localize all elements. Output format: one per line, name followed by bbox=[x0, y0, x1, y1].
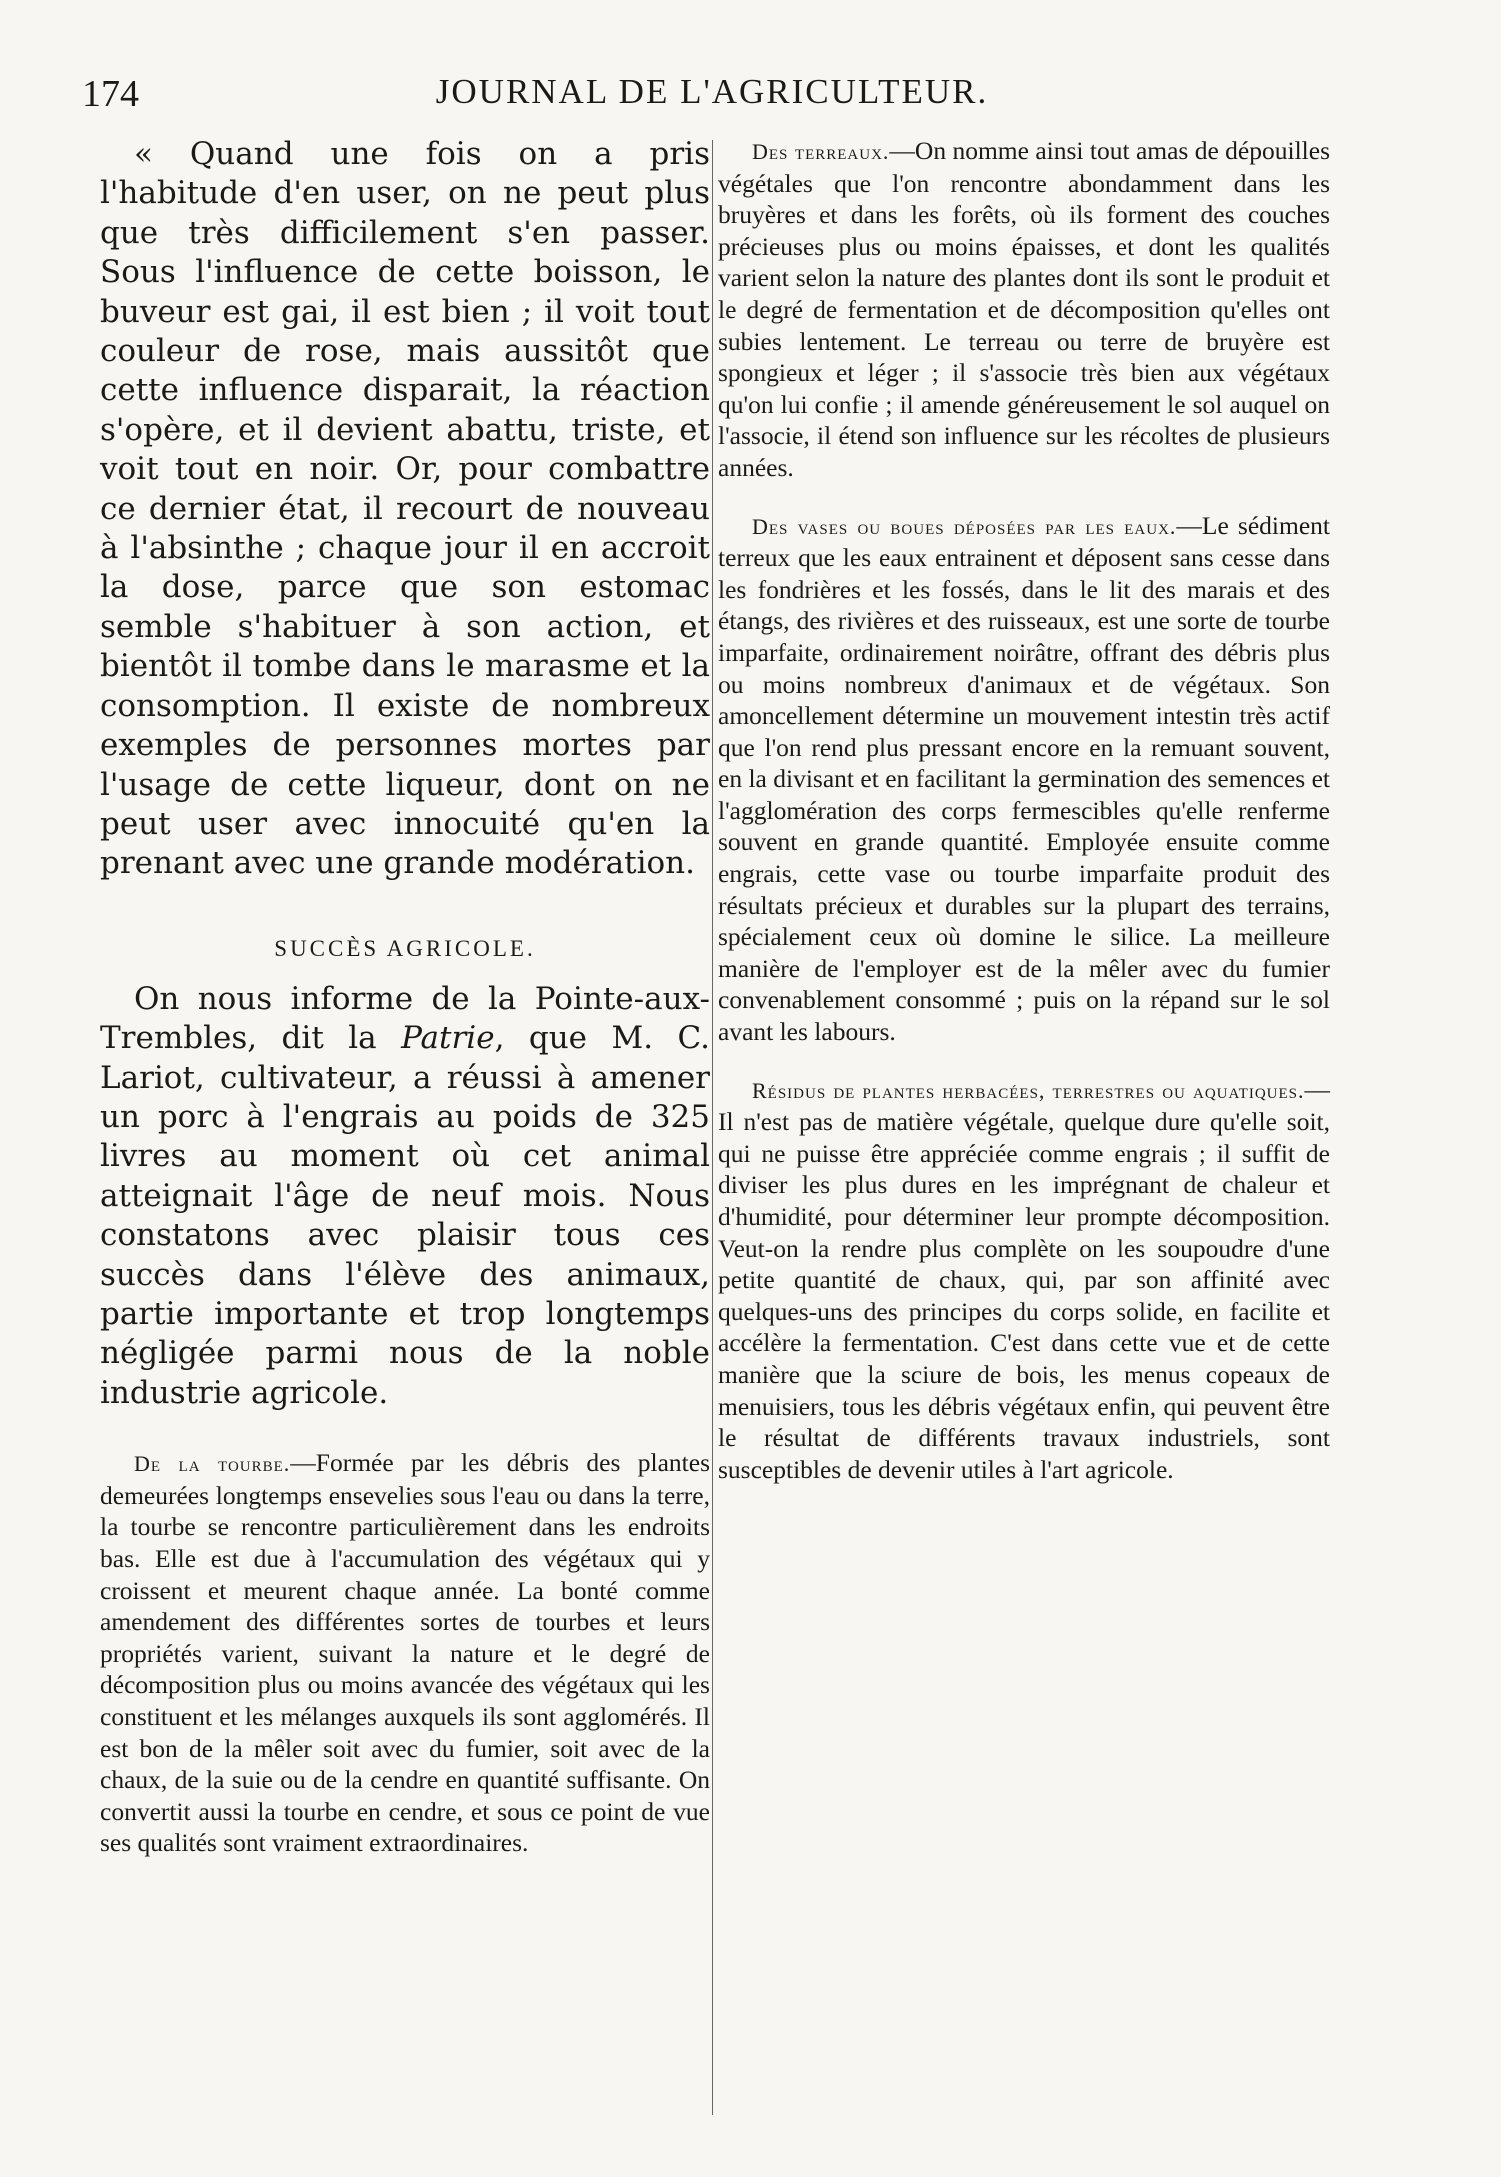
terreaux-body: —On nomme ainsi tout amas de dépouilles végétales que l'on rencontre abondamment dans les bruyères et dans les forêts, où ils forment des couches précieuses plus ou moins épaisses, et dont les qualités varient selon la nature des plantes dont ils sont le produit et le degré de fermentation et de décomposition qu'elles ont subies lentement. Le terreau ou terre de bruyère est spongieux et léger ; il s'associe très bien aux végétaux qu'on lui confie ; il amende généreusement le sol auquel on l'associe, il étend son influence sur les récoltes de plusieurs années. bbox=[718, 136, 1330, 482]
vases-paragraph bbox=[718, 510, 1330, 1048]
section-heading: SUCCÈS AGRICOLE. bbox=[274, 935, 536, 961]
running-head: JOURNAL DE L'AGRICULTEUR. bbox=[435, 72, 989, 111]
tourbe-title: De la tourbe. bbox=[134, 1451, 291, 1477]
succes-paragraph bbox=[100, 980, 710, 1413]
succes-intro: On nous informe de la Pointe-aux-Trembles, dit la bbox=[100, 980, 710, 1057]
residus-paragraph bbox=[718, 1074, 1330, 1486]
vases-title: Des vases ou boues déposées par les eaux. bbox=[752, 513, 1177, 539]
residus-body: —Il n'est pas de matière végétale, quelque dure qu'elle soit, qui ne puisse être appréciée comme engrais ; il suffit de diviser les plus dures en les imprégnant de chaleur et d'humidité, pour déterminer leur prompte décomposition. Veut-on la rendre plus complète on les soupoudre d'une petite quantité de chaux, qui, par son affinité avec quelques-uns des principes du corps solide, en facilite et accélère la fermentation. C'est dans cette vue et de cette manière que la sciure de bois, les menus copeaux de menuisiers, tous les débris végétaux enfin, qui peuvent être le résultat de différents travaux industriels, sont susceptibles de devenir utiles à l'art agricole. bbox=[718, 1074, 1330, 1484]
left-column bbox=[100, 135, 710, 2117]
page-number: 174 bbox=[82, 73, 139, 115]
succes-source: Patrie bbox=[401, 1020, 495, 1057]
absinthe-paragraph: « Quand une fois on a pris l'habitude d'en user, on ne peut plus que très difficilement s'en passer. Sous l'influence de cette boisson, le buveur est gai, il est bien ; il voit tout couleur de rose, mais aussitôt que cette influence disparait, la réaction s'opère, et il devient abattu, triste, et voit tout en noir. Or, pour combattre ce dernier état, il recourt de nouveau à l'absinthe ; chaque jour il en accroit la dose, parce que son estomac semble s'habituer à son action, et bientôt il tombe dans le marasme et la consomption. Il existe de nombreux exemples de personnes mortes par l'usage de cette liqueur, dont on ne peut user avec innocuité qu'en la prenant avec une grande modération. bbox=[100, 136, 710, 882]
column-rule bbox=[712, 140, 713, 2115]
terreaux-title: Des terreaux. bbox=[752, 139, 890, 164]
tourbe-body: —Formée par les débris des plantes demeurées longtemps ensevelies sous l'eau ou dans la terre, la tourbe se rencontre particulièrement dans les endroits bas. Elle est due à l'accumulation des végétaux qui y croissent et meurent chaque année. La bonté comme amendement des différentes sortes de tourbes et leurs propriétés varient, suivant la nature et le degré de décomposition plus ou moins avancée des végétaux qui les constituent et les mélanges auxquels ils sont agglomérés. Il est bon de la mêler soit avec du fumier, soit avec de la chaux, de la suie ou de la cendre en quantité suffisante. On convertit aussi la tourbe en cendre, et sous ce point de vue ses qualités sont vraiment extraordinaires. bbox=[100, 1448, 710, 1858]
residus-title: Résidus de plantes herbacées, terrestres ou aquatiques. bbox=[752, 1077, 1305, 1103]
terreaux-paragraph bbox=[718, 135, 1330, 484]
succes-body: , que M. C. Lariot, cultivateur, a réussi à amener un porc à l'engrais au poids de 325 livres au moment où cet animal atteignait l'âge de neuf mois. Nous constatons avec plaisir tous ces succès dans l'élève des animaux, partie importante et trop longtemps négligée parmi nous de la noble industrie agricole. bbox=[100, 1020, 710, 1411]
tourbe-paragraph bbox=[100, 1447, 710, 1859]
right-column bbox=[718, 135, 1330, 2117]
page-header bbox=[82, 68, 1342, 120]
vases-body: —Le sédiment terreux que les eaux entrainent et déposent sans cesse dans les fondrières et les fossés, dans le lit des marais et des étangs, des rivières et des ruisseaux, est une sorte de tourbe imparfaite, ordinairement noirâtre, offrant des débris plus ou moins nombreux d'animaux et de végétaux. Son amoncellement détermine un mouvement intestin très actif que l'on rend plus pressant encore en la remuant souvent, en la divisant et en facilitant la germination des semences et l'agglomération des corps fermescibles qu'elle renferme souvent en grande quantité. Employée ensuite comme engrais, cette vase ou tourbe imparfaite produit des résultats précieux et durables sur la plupart des terrains, spécialement ceux où domine le silice. La meilleure manière de l'employer est de la mêler avec du fumier convenablement consommé ; puis on la répand sur le sol avant les labours. bbox=[718, 510, 1330, 1047]
